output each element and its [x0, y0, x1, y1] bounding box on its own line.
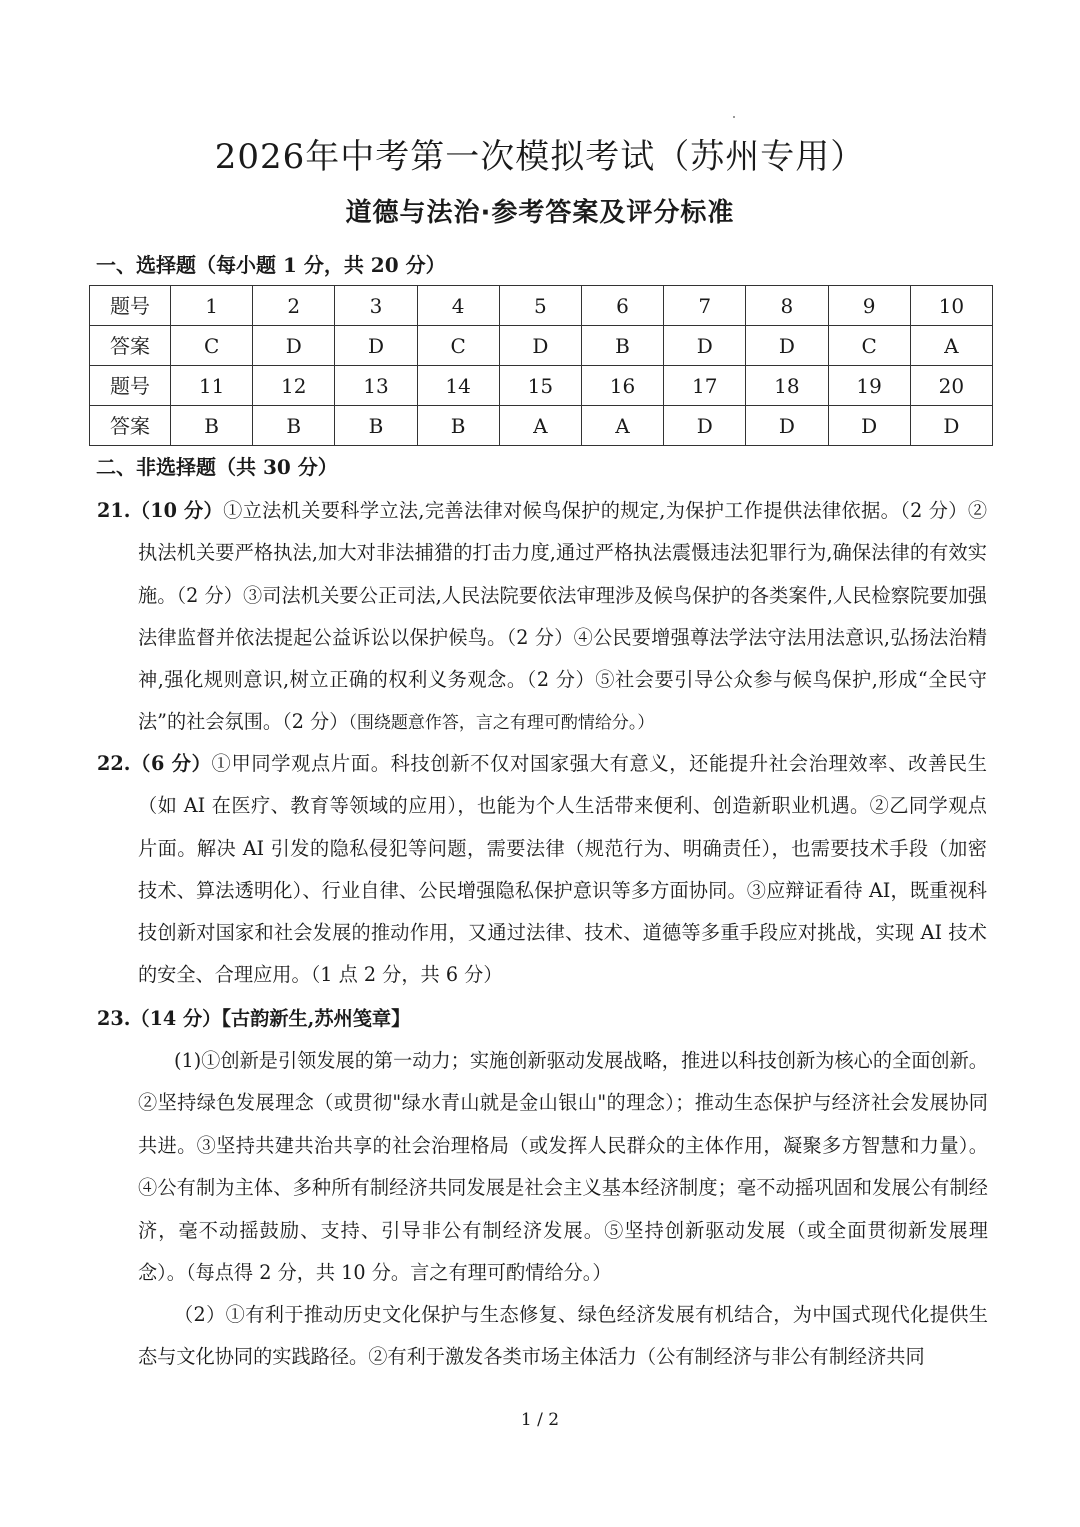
answer-cell: 9	[828, 286, 910, 326]
scan-speck	[733, 116, 735, 118]
answer-cell: 12	[253, 366, 335, 406]
answer-cell: D	[499, 326, 581, 366]
answer-cell: A	[499, 406, 581, 446]
answer-cell: 7	[664, 286, 746, 326]
answer-cell: 20	[910, 366, 992, 406]
answer-cell: 15	[499, 366, 581, 406]
answer-cell: A	[910, 326, 992, 366]
answer-cell: D	[664, 406, 746, 446]
answer-cell: D	[910, 406, 992, 446]
q21-body: ①立法机关要科学立法,完善法律对候鸟保护的规定,为保护工作提供法律依据。（2 分）②执法机关要严格执法,加大对非法捕猎的打击力度,通过严格执法震慑违法犯罪行为,确保法律的有效实施。（2 分）③司法机关要公正司法,人民法院要依法审理涉及候鸟保护的各类案件,人民检察院要加强法律监督并依法提起公益诉讼以保护候鸟。（2 分）④公民要增强尊法学法守法用法意识,弘扬法治精神,强化规则意识,树立正确的权利义务观念。（2 分）⑤社会要引导公众参与候鸟保护,形成“全民守法”的社会氛围。（2 分）	[138, 499, 988, 734]
answer-cell: D	[335, 326, 417, 366]
answer-cell: 8	[746, 286, 828, 326]
answer-cell: D	[253, 326, 335, 366]
answer-cell: 18	[746, 366, 828, 406]
answer-cell: 1	[171, 286, 253, 326]
answer-cell: B	[171, 406, 253, 446]
answer-cell: 6	[581, 286, 663, 326]
question-21	[97, 490, 987, 745]
q23-part1: (1)①创新是引领发展的第一动力；实施创新驱动发展战略，推进以科技创新为核心的全面创新。②坚持绿色发展理念（或贯彻"绿水青山就是金山银山"的理念）；推动生态保护与经济社会发展协同共进。③坚持共建共治共享的社会治理格局（或发挥人民群众的主体作用，凝聚多方智慧和力量）。④公有制为主体、多种所有制经济共同发展是社会主义基本经济制度；毫不动摇巩固和发展公有制经济，毫不动摇鼓励、支持、引导非公有制经济发展。⑤坚持创新驱动发展（或全面贯彻新发展理念）。（每点得 2 分，共 10 分。言之有理可酌情给分。）	[138, 1049, 988, 1285]
question-23-header	[97, 998, 987, 1040]
page-number: 1 / 2	[520, 1410, 560, 1430]
answer-cell: 11	[171, 366, 253, 406]
answer-cell: 13	[335, 366, 417, 406]
q22-body: ①甲同学观点片面。科技创新不仅对国家强大有意义，还能提升社会治理效率、改善民生（如 AI 在医疗、教育等领域的应用），也能为个人生活带来便利、创造新职业机遇。②乙同学观点片面。解决 AI 引发的隐私侵犯等问题，需要法律（规范行为、明确责任），也需要技术手段（加密技术、算法透明化）、行业自律、公民增强隐私保护意识等多方面协同。③应辩证看待 AI，既重视科技创新对国家和社会发展的推动作用，又通过法律、技术、道德等多重手段应对挑战，实现 AI 技术的安全、合理应用。（1 点 2 分，共 6 分）	[138, 752, 987, 987]
row-label-cell: 题号	[90, 366, 171, 406]
page-title: 2026年中考第一次模拟考试（苏州专用）	[214, 137, 866, 177]
row-label-cell: 答案	[90, 326, 171, 366]
answer-cell: 5	[499, 286, 581, 326]
answer-cell: D	[746, 406, 828, 446]
answer-cell: B	[417, 406, 499, 446]
answer-cell: 3	[335, 286, 417, 326]
answer-cell: A	[581, 406, 663, 446]
answer-cell: D	[664, 326, 746, 366]
q23-part2: （2）①有利于推动历史文化保护与生态修复、绿色经济发展有机结合，为中国式现代化提供生态与文化协同的实践路径。②有利于激发各类市场主体活力（公有制经济与非公有制经济共同	[138, 1303, 988, 1369]
answer-cell: C	[171, 326, 253, 366]
section1-heading: 一、选择题（每小题 1 分，共 20 分）	[96, 253, 446, 277]
answer-cell: 14	[417, 366, 499, 406]
q21-number: 21.（10 分）	[97, 499, 224, 522]
answer-cell: B	[335, 406, 417, 446]
answer-cell: D	[828, 406, 910, 446]
q23-number: 23.（14 分）	[97, 1007, 222, 1030]
section2-heading: 二、非选择题（共 30 分）	[96, 455, 338, 479]
answer-cell: B	[581, 326, 663, 366]
answer-cell: C	[828, 326, 910, 366]
answer-table	[89, 285, 993, 446]
answer-table-row	[90, 286, 993, 326]
answer-table-row	[90, 366, 993, 406]
answer-cell: 17	[664, 366, 746, 406]
row-label-cell: 题号	[90, 286, 171, 326]
answer-cell: B	[253, 406, 335, 446]
q22-number: 22.（6 分）	[97, 752, 212, 775]
answer-cell: D	[746, 326, 828, 366]
answer-cell: 19	[828, 366, 910, 406]
answer-table-row	[90, 406, 993, 446]
answer-table-row	[90, 326, 993, 366]
q23-theme: 【古韵新生,苏州笺章】	[221, 1007, 411, 1030]
answer-cell: 4	[417, 286, 499, 326]
q21-note: （围绕题意作答，言之有理可酌情给分。）	[348, 713, 655, 734]
answer-cell: 10	[910, 286, 992, 326]
page-subtitle: 道德与法治·参考答案及评分标准	[345, 198, 735, 228]
answer-cell: 16	[581, 366, 663, 406]
question-22	[97, 743, 987, 997]
answer-cell: 2	[253, 286, 335, 326]
answer-cell: C	[417, 326, 499, 366]
row-label-cell: 答案	[90, 406, 171, 446]
